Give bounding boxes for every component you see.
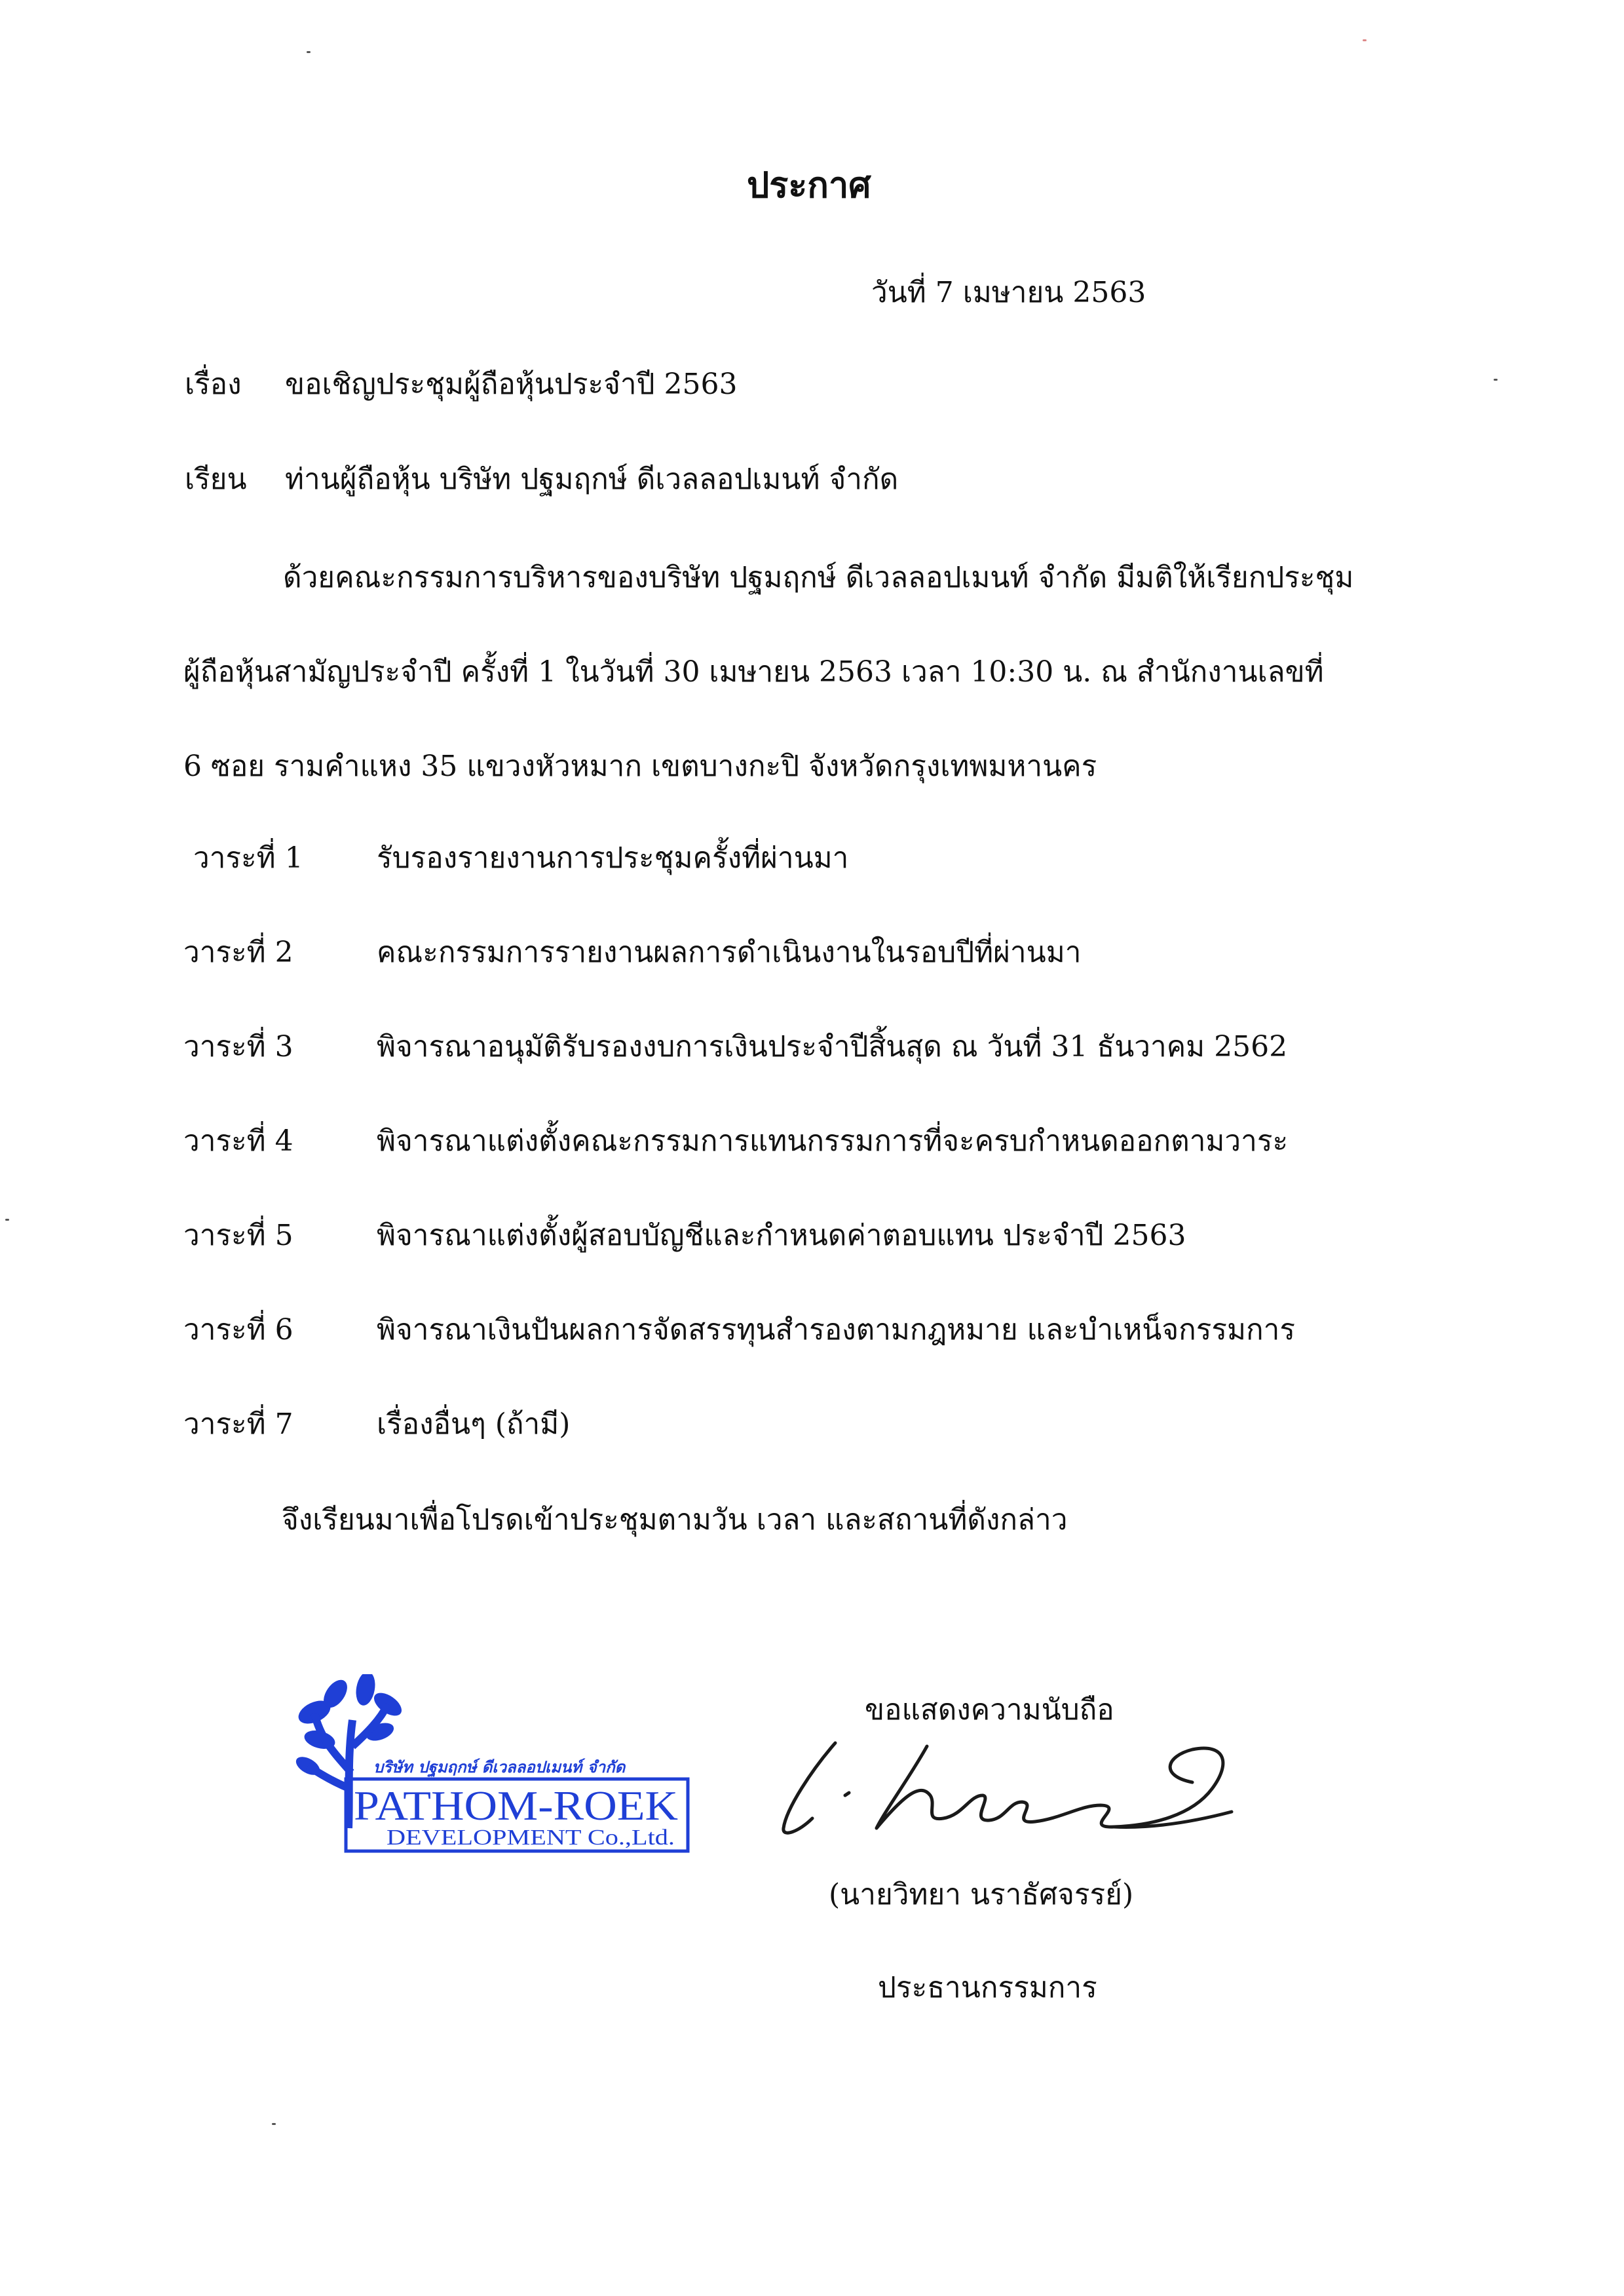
stamp-company-en-line2: DEVELOPMENT Co.,Ltd. [387, 1826, 675, 1850]
scan-speck [272, 2123, 276, 2125]
body-line: ผู้ถือหุ้นสามัญประจำปี ครั้งที่ 1 ในวันที่ 30 เมษายน 2563 เวลา 10:30 น. ณ สำนักงานเลขที่ [183, 655, 1324, 689]
regards-text: ขอแสดงความนับถือ [865, 1693, 1114, 1727]
scan-speck [1494, 379, 1498, 381]
signer-title: ประธานกรรมการ [878, 1971, 1097, 2004]
agenda-text: พิจารณาอนุมัติรับรองงบการเงินประจำปีสิ้นสุด ณ วันที่ 31 ธันวาคม 2562 [377, 1030, 1288, 1063]
scan-speck [1363, 39, 1367, 41]
page-title: ประกาศ [747, 164, 871, 206]
body-line: ด้วยคณะกรรมการบริหารของบริษัท ปฐมฤกษ์ ดีเวลลอปเมนท์ จำกัด มีมติให้เรียกประชุม [283, 561, 1354, 594]
subject-text: ขอเชิญประชุมผู้ถือหุ้นประจำปี 2563 [285, 368, 738, 401]
stamp-company-en-line1: PATHOM-ROEK [354, 1782, 678, 1829]
document-date: วันที่ 7 เมษายน 2563 [871, 276, 1146, 309]
agenda-text: พิจารณาแต่งตั้งผู้สอบบัญชีและกำหนดค่าตอบแทน ประจำปี 2563 [377, 1219, 1186, 1252]
signer-name: (นายวิทยา นราธัศจรรย์) [829, 1878, 1134, 1911]
scan-speck [5, 1219, 9, 1221]
agenda-text: พิจารณาแต่งตั้งคณะกรรมการแทนกรรมการที่จะครบกำหนดออกตามวาระ [377, 1124, 1289, 1158]
agenda-label: วาระที่ 7 [183, 1407, 293, 1441]
agenda-label: วาระที่ 3 [183, 1030, 293, 1063]
agenda-label: วาระที่ 6 [183, 1313, 293, 1347]
agenda-text: เรื่องอื่นๆ (ถ้ามี) [377, 1407, 571, 1441]
recipient-text: ท่านผู้ถือหุ้น บริษัท ปฐมฤกษ์ ดีเวลลอปเมนท์ จำกัด [285, 463, 899, 496]
agenda-text: พิจารณาเงินปันผลการจัดสรรทุนสำรองตามกฎหมาย และบำเหน็จกรรมการ [377, 1313, 1295, 1347]
agenda-label: วาระที่ 2 [183, 936, 293, 969]
scan-speck [307, 51, 311, 53]
agenda-label: วาระที่ 4 [183, 1124, 293, 1158]
company-stamp [288, 1674, 694, 1858]
stamp-company-thai: บริษัท ปฐมฤกษ์ ดีเวลลอปเมนท์ จำกัด [373, 1758, 626, 1776]
agenda-text: รับรองรายงานการประชุมครั้งที่ผ่านมา [377, 841, 849, 875]
recipient-label: เรียน [185, 463, 247, 496]
signature [773, 1693, 1271, 1848]
agenda-label: วาระที่ 5 [183, 1219, 293, 1252]
agenda-text: คณะกรรมการรายงานผลการดำเนินงานในรอบปีที่ผ่านมา [377, 936, 1082, 969]
subject-label: เรื่อง [185, 368, 242, 401]
closing-text: จึงเรียนมาเพื่อโปรดเข้าประชุมตามวัน เวลา และสถานที่ดังกล่าว [282, 1503, 1068, 1537]
body-line: 6 ซอย รามคำแหง 35 แขวงหัวหมาก เขตบางกะปิ จังหวัดกรุงเทพมหานคร [183, 750, 1097, 783]
agenda-label: วาระที่ 1 [193, 841, 303, 875]
